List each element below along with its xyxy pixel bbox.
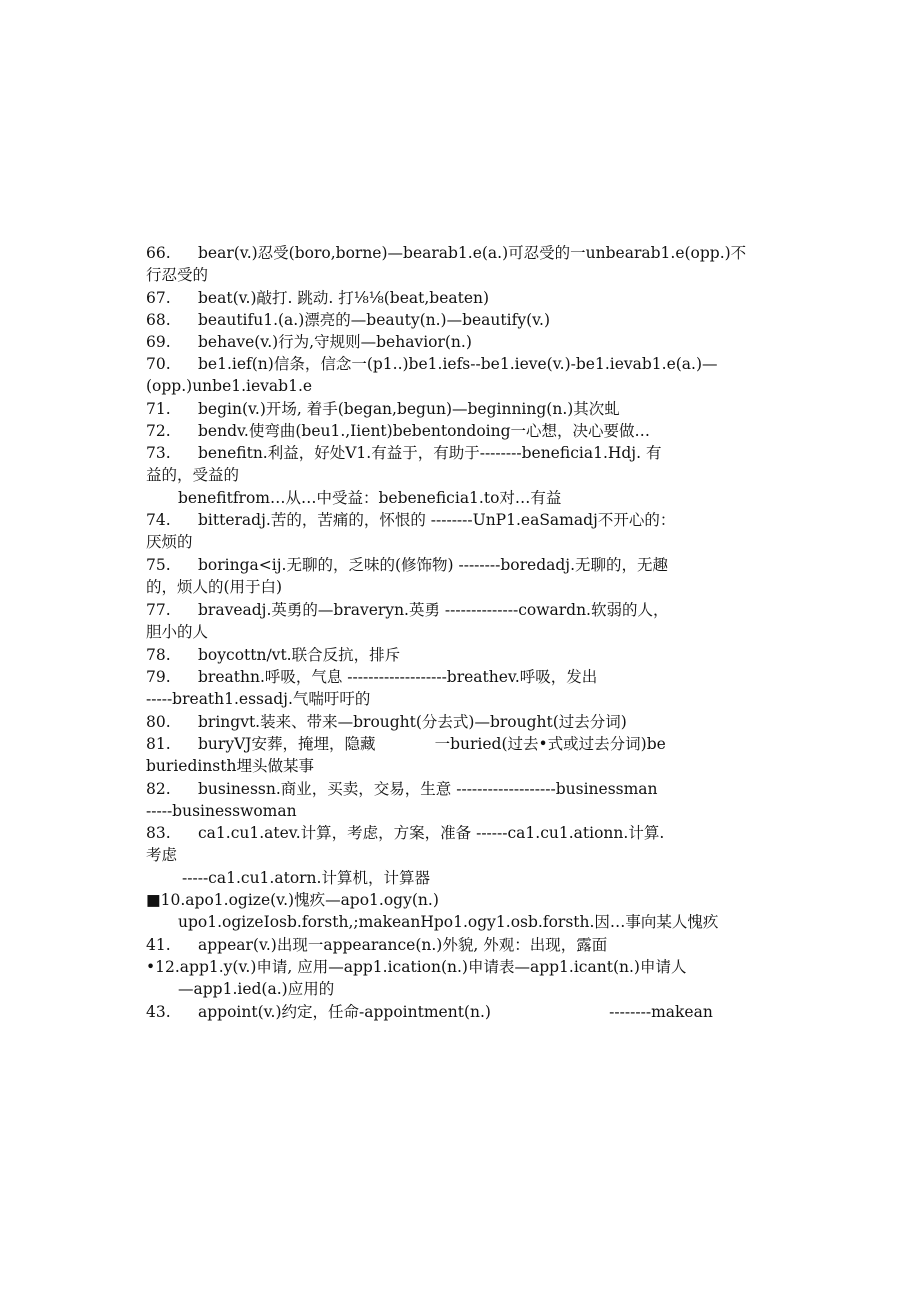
entry-number: 73. bbox=[146, 444, 171, 462]
entry-text: benefitn.利益，好处V1.有益于，有助于--------beneficia1.Hdj. 有 bbox=[198, 444, 662, 462]
entry-number: 41. bbox=[146, 936, 171, 954]
entry-continuation: 厌烦的 bbox=[146, 533, 193, 552]
entry-continuation: -----businesswoman bbox=[146, 802, 297, 821]
entry-43 bbox=[146, 1001, 746, 1023]
entry-continuation: -----breath1.essadj.气喘吁吁的 bbox=[146, 690, 371, 709]
entry-number: 66. bbox=[146, 244, 171, 262]
entry-continuation: upo1.ogizeIosb.forsth,;makeanHpo1.ogy1.osb.forsth.因…事向某人愧疚 bbox=[178, 913, 719, 932]
entry-72 bbox=[146, 420, 746, 442]
entry-82 bbox=[146, 778, 746, 823]
entry-text: begin(v.)开场, 着手(began,begun)—beginning(n.)其次虬 bbox=[198, 400, 620, 418]
entry-number: 67. bbox=[146, 289, 171, 307]
entry-text: behave(v.)行为,守规则—behavior(n.) bbox=[198, 333, 472, 351]
entry-extra: benefitfrom…从…中受益：bebeneficia1.to对…有益 bbox=[178, 488, 562, 507]
entry-text: boycottn∕vt.联合反抗，排斥 bbox=[198, 646, 401, 664]
entry-continuation: —app1.ied(a.)应用的 bbox=[178, 980, 335, 999]
entry-81 bbox=[146, 733, 746, 778]
entry-75 bbox=[146, 554, 746, 599]
entry-continuation: (opp.)unbe1.ievab1.e bbox=[146, 377, 313, 396]
entry-text: beautifu1.(a.)漂亮的—beauty(n.)—beautify(v.) bbox=[198, 311, 551, 329]
entry-70 bbox=[146, 353, 746, 398]
entry-number: 78. bbox=[146, 646, 171, 664]
entry-69 bbox=[146, 331, 746, 353]
entry-continuation: 益的，受益的 bbox=[146, 466, 240, 485]
entry-number: 77. bbox=[146, 601, 171, 619]
entry-text: boringa<ij.无聊的，乏味的(修饰物) --------boredadj.无聊的，无趣 bbox=[198, 556, 669, 574]
entry-text: be1.ief(n)信条，信念一(p1..)be1.iefs--be1.ieve(v.)-be1.ievab1.e(a.)— bbox=[198, 355, 718, 373]
entry-number: 68. bbox=[146, 311, 171, 329]
entry-number: 80. bbox=[146, 713, 171, 731]
entry-text: buryVJ安葬，掩埋，隐藏 一buried(过去•式或过去分词)be bbox=[198, 735, 666, 753]
entry-80 bbox=[146, 711, 746, 733]
entry-number: 74. bbox=[146, 511, 171, 529]
entry-continuation: buriedinsth埋头做某事 bbox=[146, 757, 314, 776]
entry-41 bbox=[146, 934, 746, 956]
entry-text: bringvt.装来、带来—brought(分去式)—brought(过去分词) bbox=[198, 713, 627, 731]
entry-66 bbox=[146, 242, 746, 287]
entry-text: breathn.呼吸，气息 -------------------breathev.呼吸，发出 bbox=[198, 668, 598, 686]
entry-number: 71. bbox=[146, 400, 171, 418]
entry-number: 83. bbox=[146, 824, 171, 842]
entry-77 bbox=[146, 599, 746, 644]
entry-number: 81. bbox=[146, 735, 171, 753]
entry-continuation: 胆小的人 bbox=[146, 623, 209, 642]
entry-text: bear(v.)忍受(boro,borne)—bearab1.e(a.)可忍受的一unbearab1.e(opp.)不 bbox=[198, 244, 747, 262]
entry-12-apply bbox=[146, 956, 746, 1001]
entry-74 bbox=[146, 509, 746, 554]
entry-number: 43. bbox=[146, 1003, 171, 1021]
entry-text: beat(v.)敲打. 跳动. 打⅛⅛(beat,beaten) bbox=[198, 289, 490, 307]
entry-number: 82. bbox=[146, 780, 171, 798]
entry-text: ca1.cu1.atev.计算，考虑，方案，准备 ------ca1.cu1.ationn.计算. bbox=[198, 824, 665, 842]
entry-number: 70. bbox=[146, 355, 171, 373]
entry-68 bbox=[146, 309, 746, 331]
entry-text: bendv.使弯曲(beu1.,Iient)bebentondoing一心想，决心要做… bbox=[198, 422, 651, 440]
entry-extra: -----ca1.cu1.atorn.计算机，计算器 bbox=[182, 868, 430, 887]
entry-67 bbox=[146, 287, 746, 309]
entry-number: 72. bbox=[146, 422, 171, 440]
entry-number: 79. bbox=[146, 668, 171, 686]
entry-text: ■10.apo1.ogize(v.)愧疚—apo1.ogy(n.) bbox=[146, 891, 439, 909]
entry-continuation: 的，烦人的(用于白) bbox=[146, 578, 283, 597]
entry-78 bbox=[146, 644, 746, 666]
entry-continuation: 行忍受的 bbox=[146, 266, 209, 285]
entry-text: braveadj.英勇的—braveryn.英勇 --------------cowardn.软弱的人， bbox=[198, 601, 669, 619]
entry-79 bbox=[146, 666, 746, 711]
entry-text: bitteradj.苦的，苦痛的，怀恨的 --------UnP1.eaSamadj不开心的： bbox=[198, 511, 676, 529]
entry-continuation: 考虑 bbox=[146, 846, 178, 865]
entry-text: •12.app1.y(v.)申请, 应用—app1.ication(n.)申请表—app1.icant(n.)申请人 bbox=[146, 958, 687, 976]
entry-text: businessn.商业，买卖，交易，生意 -------------------businessman bbox=[198, 780, 658, 798]
entry-number: 75. bbox=[146, 556, 171, 574]
entry-71 bbox=[146, 398, 746, 420]
entry-10-apologize bbox=[146, 889, 746, 934]
entry-83 bbox=[146, 822, 746, 889]
entry-text: appear(v.)出现一appearance(n.)外貌, 外观：出现，露面 bbox=[198, 936, 608, 954]
entry-number: 69. bbox=[146, 333, 171, 351]
entry-73 bbox=[146, 442, 746, 509]
entry-text: appoint(v.)约定，任命-appointment(n.) --------makean bbox=[198, 1003, 713, 1021]
